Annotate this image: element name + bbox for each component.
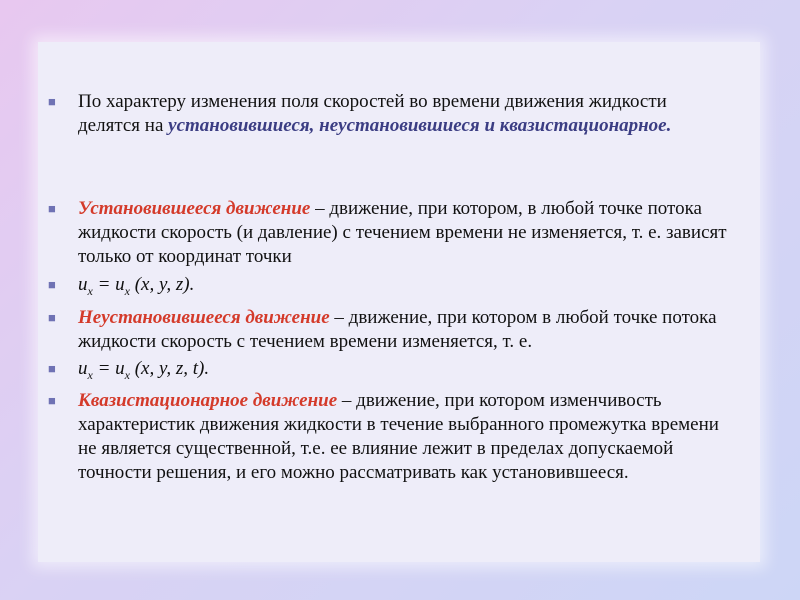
formula-eq: = u bbox=[92, 358, 125, 379]
unsteady-term: Неустановившееся движение bbox=[78, 307, 330, 328]
formula-u: u bbox=[78, 358, 88, 379]
bullet-item-steady bbox=[48, 197, 728, 269]
formula-args: (x, y, z, t). bbox=[129, 358, 210, 379]
formula-sub2: x bbox=[124, 283, 130, 298]
unsteady-definition: – движение, при котором в любой точке потока жидкости скорость с течением времени изменяется, т. е. bbox=[78, 307, 717, 352]
bullet-item-steady-formula bbox=[48, 273, 728, 298]
formula-sub: x bbox=[87, 367, 93, 382]
intro-emphasis: установившиеся, неустановившиеся и квазистационарное. bbox=[168, 115, 672, 136]
steady-definition: – движение, при котором, в любой точке потока жидкости скорость (и давление) с течением времени не изменяется, т. е. зависят только от координат точки bbox=[78, 198, 727, 267]
square-bullet-icon: ■ bbox=[48, 393, 56, 408]
steady-term: Установившееся движение bbox=[78, 198, 311, 219]
square-bullet-icon: ■ bbox=[48, 94, 56, 109]
bullet-item-unsteady-formula bbox=[48, 357, 728, 382]
square-bullet-icon: ■ bbox=[48, 201, 56, 216]
formula-sub: x bbox=[87, 283, 93, 298]
square-bullet-icon: ■ bbox=[48, 361, 56, 376]
bullet-item-quasi bbox=[48, 389, 728, 485]
bullet-item-unsteady bbox=[48, 306, 728, 354]
bullet-item-intro bbox=[48, 90, 728, 138]
quasi-term: Квазистационарное движение bbox=[78, 390, 338, 411]
intro-text: По характеру изменения поля скоростей во времени движения жидкости делятся на bbox=[78, 91, 667, 136]
slide bbox=[38, 42, 760, 562]
formula-eq: = u bbox=[92, 274, 125, 295]
quasi-definition: – движение, при котором изменчивость характеристик движения жидкости в течение выбранного промежутка времени не является существенной, т.е. ее влияние лежит в пределах допускаемой точности решения, и его можно рассматривать как установившееся. bbox=[78, 390, 719, 483]
square-bullet-icon: ■ bbox=[48, 310, 56, 325]
square-bullet-icon: ■ bbox=[48, 277, 56, 292]
formula-args: (x, y, z). bbox=[129, 274, 195, 295]
formula-u: u bbox=[78, 274, 88, 295]
formula-sub2: x bbox=[124, 367, 130, 382]
